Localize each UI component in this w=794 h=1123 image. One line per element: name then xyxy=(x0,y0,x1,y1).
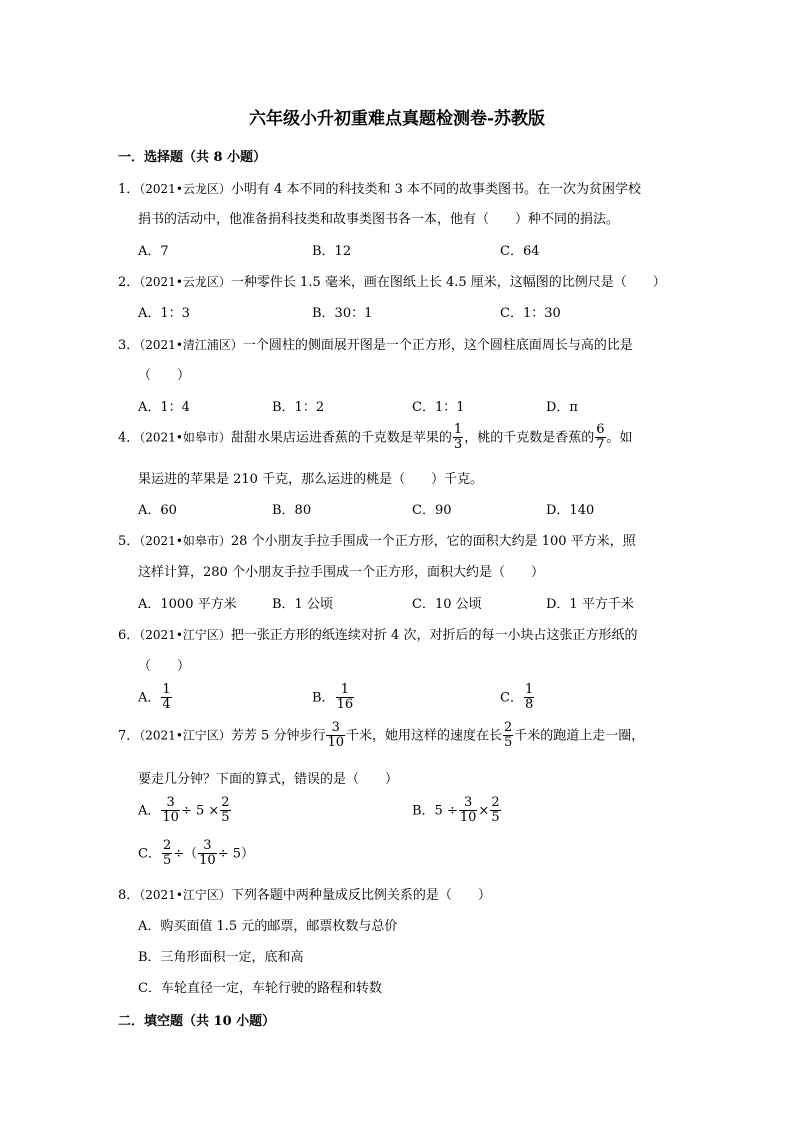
question-text: 甜甜水果店运进香蕉的千克数是苹果的 xyxy=(230,430,452,446)
q6-option-c[interactable]: C． $\frac{1}{8}$ xyxy=(500,682,534,712)
q3-option-a[interactable]: A．1：4 xyxy=(138,400,190,415)
q7-option-a[interactable]: A． $\frac{3}{10}$ ÷ 5 × $\frac{2}{5}$ xyxy=(138,795,230,825)
q7-option-b[interactable]: B．5 ÷ $\frac{3}{10}$ × $\frac{2}{5}$ xyxy=(412,795,500,825)
section-heading-choice: 一．选择题（共 8 小题） xyxy=(118,150,267,165)
fraction: $\frac{6}{7}$ xyxy=(596,422,605,452)
question-5-line-2: 这样计算，280 个小朋友手拉手围成一个正方形，面积大约是（ ） xyxy=(138,565,544,580)
question-number: 7． xyxy=(118,728,140,744)
q3-option-b[interactable]: B．1：2 xyxy=(272,400,325,415)
q8-option-c[interactable]: C．车轮直径一定，车轮行驶的路程和转数 xyxy=(138,981,382,996)
question-number: 1． xyxy=(118,182,140,197)
question-text: 千米的跑道上走一圈， xyxy=(514,728,645,744)
q3-option-d[interactable]: D．π xyxy=(546,400,578,415)
q8-option-a[interactable]: A．购买面值 1.5 元的邮票，邮票枚数与总价 xyxy=(138,919,398,934)
question-text: 把一张正方形的纸连续对折 4 次，对折后的每一小块占这张正方形纸的 xyxy=(230,628,638,643)
question-3-line-2: （ ） xyxy=(138,368,191,383)
q8-option-b[interactable]: B．三角形面积一定，底和高 xyxy=(138,950,304,965)
q6-option-a[interactable]: A． $\frac{1}{4}$ xyxy=(138,682,171,712)
q2-option-c[interactable]: C．1：30 xyxy=(500,306,561,321)
fraction: $\frac{2}{5}$ xyxy=(221,795,230,825)
question-source: （2021•如皋市） xyxy=(139,534,231,548)
question-text: 一种零件长 1.5 毫米，画在图纸上长 4.5 厘米，这幅图的比例尺是（ ） xyxy=(230,275,666,290)
question-source: （2021•如皋市） xyxy=(139,430,231,445)
question-6-line-1 xyxy=(118,624,637,643)
fraction: $\frac{3}{10}$ xyxy=(327,720,344,750)
q4-option-a[interactable]: A．60 xyxy=(138,503,177,518)
question-source: （2021•清江浦区） xyxy=(139,338,243,352)
q5-option-c[interactable]: C．10 公顷 xyxy=(412,597,482,612)
question-text: 芳芳 5 分钟步行 xyxy=(230,728,326,744)
fraction: $\frac{1}{8}$ xyxy=(524,682,534,712)
question-number: 2． xyxy=(118,275,140,290)
question-text: 下列各题中两种量成反比例关系的是（ ） xyxy=(230,888,491,903)
page-title: 六年级小升初重难点真题检测卷-苏教版 xyxy=(248,109,546,129)
fraction: $\frac{1}{3}$ xyxy=(453,422,463,452)
question-text: 一个圆柱的侧面展开图是一个正方形，这个圆柱底面周长与高的比是 xyxy=(242,338,633,353)
question-number: 8． xyxy=(118,888,140,903)
q4-option-d[interactable]: D．140 xyxy=(546,503,595,518)
question-1-line-1 xyxy=(118,178,641,197)
q1-option-c[interactable]: C．64 xyxy=(500,244,540,259)
q2-option-b[interactable]: B．30：1 xyxy=(312,306,373,321)
question-3-line-1 xyxy=(118,334,633,353)
q3-option-c[interactable]: C．1：1 xyxy=(412,400,465,415)
fraction: $\frac{3}{10}$ xyxy=(162,795,179,825)
q5-option-a[interactable]: A．1000 平方米 xyxy=(138,597,237,612)
question-text: 28 个小朋友手拉手围成一个正方形，它的面积大约是 100 平方米，照 xyxy=(230,534,636,549)
q1-option-b[interactable]: B．12 xyxy=(312,244,352,259)
q6-option-b[interactable]: B． $\frac{1}{16}$ xyxy=(312,682,354,712)
question-1-line-2: 捐书的活动中，他准备捐科技类和故事类图书各一本，他有（ ）种不同的捐法。 xyxy=(138,212,620,227)
section-heading-fill: 二．填空题（共 10 小题） xyxy=(118,1014,276,1029)
question-number: 4． xyxy=(118,430,140,446)
fraction: $\frac{3}{10}$ xyxy=(459,795,477,825)
question-source: （2021•云龙区） xyxy=(139,275,231,289)
question-text: 。如 xyxy=(606,430,633,446)
fraction: $\frac{2}{5}$ xyxy=(491,795,500,825)
q1-option-a[interactable]: A．7 xyxy=(138,244,169,259)
question-text: ，桃的千克数是香蕉的 xyxy=(464,430,595,446)
fraction: $\frac{2}{5}$ xyxy=(504,720,513,750)
question-4-line-1 xyxy=(118,424,633,452)
question-2-line-1 xyxy=(118,271,666,290)
question-7-line-2: 要走几分钟？下面的算式，错误的是（ ） xyxy=(138,772,399,787)
fraction: $\frac{1}{4}$ xyxy=(162,682,171,712)
question-number: 6． xyxy=(118,628,140,643)
q5-option-d[interactable]: D．1 平方千米 xyxy=(546,597,634,612)
q4-option-b[interactable]: B．80 xyxy=(272,503,312,518)
question-text: 小明有 4 本不同的科技类和 3 本不同的故事类图书。在一次为贫困学校 xyxy=(230,182,641,197)
q4-option-c[interactable]: C．90 xyxy=(412,503,452,518)
question-4-line-2: 果运进的苹果是 210 千克，那么运进的桃是（ ）千克。 xyxy=(138,472,484,487)
question-source: （2021•江宁区） xyxy=(139,628,231,642)
fraction: $\frac{3}{10}$ xyxy=(199,838,216,868)
question-number: 5． xyxy=(118,534,140,549)
q5-option-b[interactable]: B．1 公顷 xyxy=(272,597,333,612)
q7-option-c[interactable]: C． $\frac{2}{5}$ ÷（ $\frac{3}{10}$ ÷ 5） xyxy=(138,838,254,868)
question-number: 3． xyxy=(118,338,140,353)
question-source: （2021•江宁区） xyxy=(139,888,231,902)
fraction: $\frac{1}{16}$ xyxy=(336,682,354,712)
question-source: （2021•云龙区） xyxy=(139,182,231,196)
question-text: 千米，她用这样的速度在长 xyxy=(346,728,503,744)
question-source: （2021•江宁区） xyxy=(139,728,231,743)
fraction: $\frac{2}{5}$ xyxy=(162,838,172,868)
question-5-line-1 xyxy=(118,530,636,549)
q2-option-a[interactable]: A．1：3 xyxy=(138,306,190,321)
question-7-line-1 xyxy=(118,722,644,750)
question-8-line-1 xyxy=(118,884,491,903)
question-6-line-2: （ ） xyxy=(138,659,191,674)
